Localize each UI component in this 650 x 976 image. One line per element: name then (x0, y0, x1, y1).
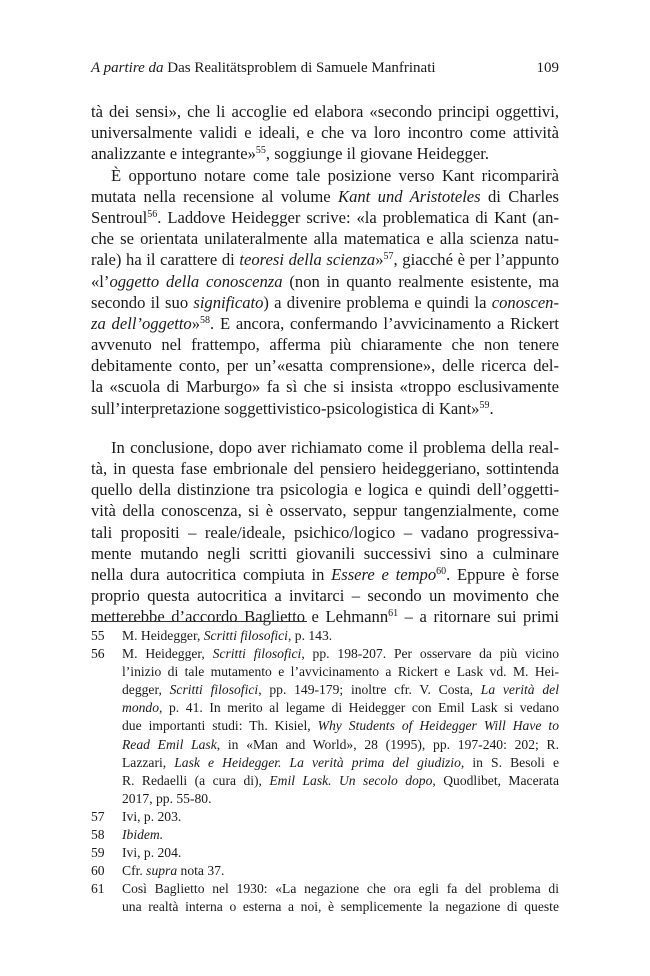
text-run: , soggiunge il giovane Heidegger. (265, 144, 489, 164)
footnote-separator (91, 621, 307, 622)
body-line: È opportuno notare come tale posizione verso Kant ricomparirà (111, 165, 559, 185)
body-line (91, 398, 559, 419)
footnote-line (122, 699, 559, 717)
text-run: . Eppure è forse (446, 564, 559, 584)
footnotes (91, 627, 559, 917)
body-line: avvenuto nel frattempo, afferma più chiaramente che non tenere (91, 335, 559, 355)
text-run-italic: za dell’oggetto (91, 313, 192, 333)
footnote-line (122, 717, 559, 735)
body-line: vità della conoscenza, si è osservato, seppur tangenzialmente, come (91, 501, 559, 521)
footnote-57 (91, 808, 559, 826)
text-run-italic: supra (146, 863, 178, 879)
footnote-line: Così Baglietto nel 1930: «La negazione che ora egli fa del problema di (122, 881, 559, 897)
running-title-rest: Das Realitätsproblem di Samuele Manfrinati (163, 60, 436, 76)
text-run: . E ancora, confermando l’avvicinamento a Rickert (210, 313, 559, 333)
footnote-line: l’inizio di tale mutamento e l’avvicinamento a Rickert e Lask vd. M. Hei- (122, 664, 559, 680)
text-run: mutata nella recensione al volume (91, 186, 339, 206)
body-line: tali propositi – reale/ideale, psichico/logico – vadano progressiva- (91, 522, 559, 542)
running-title-italic: A partire da (91, 60, 164, 76)
footnote-text (122, 862, 559, 880)
text-run: secondo il suo (91, 292, 194, 312)
footnote-59 (91, 844, 559, 862)
body-line: In conclusione, dopo aver richiamato come il problema della real- (111, 437, 559, 457)
running-header (91, 60, 559, 80)
text-run-italic: Essere e tempo (331, 564, 437, 584)
text-run: , giacché è per l’appunto (393, 250, 559, 270)
footnote-text (122, 627, 559, 645)
text-run: Sentroul (91, 207, 148, 227)
footnote-number: 61 (91, 881, 105, 897)
body-line (91, 207, 559, 228)
text-run: , Quodlibet, Macerata (432, 772, 559, 788)
text-run: , pp. 198-207. Per osservare da più vicino (301, 646, 559, 662)
text-run-italic: mondo (122, 700, 160, 716)
footnote-ref: 57 (383, 251, 394, 263)
footnote-number: 60 (91, 863, 105, 879)
footnote-number: 58 (91, 827, 105, 843)
text-run: . Laddove Heidegger scrive: «la problematica di Kant (an- (157, 207, 559, 227)
footnote-text (122, 880, 559, 916)
body-line (91, 606, 559, 627)
footnote-line (122, 754, 559, 772)
footnote-number: 59 (91, 845, 105, 861)
body-line: che se orientata unilateralmente alla matematica e alla scienza natu- (91, 229, 559, 249)
text-run-italic: significato (193, 292, 264, 312)
paragraph-gap (91, 419, 559, 437)
footnote-line: una realtà interna o esterna a noi, è semplicemente la negazione di queste (122, 899, 559, 915)
footnote-number: 56 (91, 646, 105, 662)
text-run: . (489, 398, 494, 418)
text-run-italic: Kant und Aristoteles (338, 186, 481, 206)
text-run-italic: oggetto della conoscenza (109, 271, 283, 291)
body-line: la «scuola di Marburgo» fa sì che si insista «troppo esclusivamente (91, 377, 559, 397)
body-line: universalmente validi e ideali, e che va loro incontro come attività (91, 123, 559, 143)
text-run-italic: Why Students of Heidegger Will Have to (317, 718, 560, 734)
page-number: 109 (536, 60, 559, 76)
body-line: mente mutando negli scritti giovanili successivi sino a culminare (91, 543, 559, 563)
body-line (91, 143, 559, 164)
footnote-text (122, 645, 559, 808)
text-run: » (375, 250, 384, 270)
text-run: «l’ (91, 271, 110, 291)
body-line (91, 292, 559, 313)
footnote-line (122, 681, 559, 699)
text-run-italic: teoresi della scienza (239, 250, 376, 270)
text-run: , p. 143. (287, 628, 333, 643)
footnote-ref: 60 (436, 565, 447, 577)
footnote-61 (91, 880, 559, 916)
footnote-text: Ibidem. (122, 827, 164, 843)
text-run: nella dura autocritica compiuta in (91, 564, 332, 584)
text-run-italic: Read Emil Lask (122, 736, 217, 752)
text-run: (non in quanto realmente esistente, ma (282, 271, 559, 291)
text-run: due importanti studi: Th. Kisiel, (122, 718, 318, 734)
text-run: Cfr. (122, 863, 147, 879)
body-line (91, 271, 559, 292)
footnote-60 (91, 862, 559, 880)
footnote-text: Ivi, p. 204. (122, 845, 182, 861)
text-run-italic: Scritti filosofici (203, 628, 288, 643)
text-run: M. Heidegger, (122, 646, 213, 662)
body-line: quello della distinzione tra psicologia e logica e quindi dell’oggetti- (91, 480, 559, 500)
footnote-text: Ivi, p. 203. (122, 808, 182, 824)
main-text (91, 101, 559, 628)
footnote-line (122, 627, 559, 645)
text-run: , in «Man and World», 28 (1995), pp. 197-240: 202; R. (216, 736, 559, 752)
text-run-italic: Scritti filosofici (169, 682, 259, 698)
body-line: proprio questa autocritica a invitarci – secondo un movimento che (91, 586, 559, 606)
body-line (91, 313, 559, 334)
text-run-italic: conoscen- (491, 292, 560, 312)
text-run: Lazzari, (122, 754, 175, 770)
footnote-ref: 59 (479, 399, 490, 411)
footnote-ref: 58 (200, 314, 211, 326)
footnote-line (122, 645, 559, 663)
footnote-58 (91, 826, 559, 844)
text-run: R. Redaelli (a cura di), (122, 772, 270, 788)
body-line (91, 186, 559, 207)
text-run-italic: Scritti filosofici (212, 646, 302, 662)
body-line (91, 564, 559, 585)
text-run: , in S. Besoli e (460, 754, 559, 770)
text-run: , p. 41. In merito al legame di Heidegger con Emil Lask si vedano (159, 700, 559, 716)
text-run: nota 37. (177, 863, 225, 879)
footnote-line: 2017, pp. 55-80. (122, 790, 212, 806)
footnote-56 (91, 645, 559, 808)
text-run: degger, (122, 682, 170, 698)
footnote-ref: 61 (388, 608, 399, 620)
text-run: M. Heidegger, (122, 628, 204, 643)
body-line: tà, in questa fase embrionale del pensiero heideggeriano, sottintenda (91, 459, 559, 478)
text-run-italic: Emil Lask. Un secolo dopo (269, 772, 433, 788)
footnote-number: 57 (91, 808, 105, 824)
body-line: tà dei sensi», che li accoglie ed elabora «secondo principi oggettivi, (91, 102, 559, 121)
text-run: metterebbe d’accordo Baglietto e Lehmann (91, 607, 389, 627)
body-line (91, 249, 559, 270)
footnote-number: 55 (91, 628, 105, 643)
text-run: ) a divenire problema e quindi la (263, 292, 492, 312)
footnote-line (122, 772, 559, 790)
footnote-ref: 56 (147, 208, 158, 220)
text-run: analizzante e integrante» (91, 144, 256, 164)
text-run: sull’interpretazione soggettivistico-psicologistica di Kant» (91, 398, 480, 418)
text-run: di Charles (480, 186, 559, 206)
body-line: debitamente conto, per un’«esatta comprensione», delle ricerca del- (91, 356, 559, 376)
footnote-55 (91, 627, 559, 645)
text-run: – a ritornare sui primi (398, 607, 559, 627)
running-title (91, 60, 436, 77)
text-run: , pp. 149-179; inoltre cfr. V. Costa, (258, 682, 481, 698)
text-run: » (191, 313, 201, 333)
text-run-italic: Lask e Heidegger. La verità prima del giudizio (174, 754, 461, 770)
text-run: rale) ha il carattere di (91, 250, 240, 270)
footnote-line (122, 736, 559, 754)
footnote-ref: 55 (255, 145, 266, 157)
text-run-italic: La verità del (480, 682, 559, 698)
